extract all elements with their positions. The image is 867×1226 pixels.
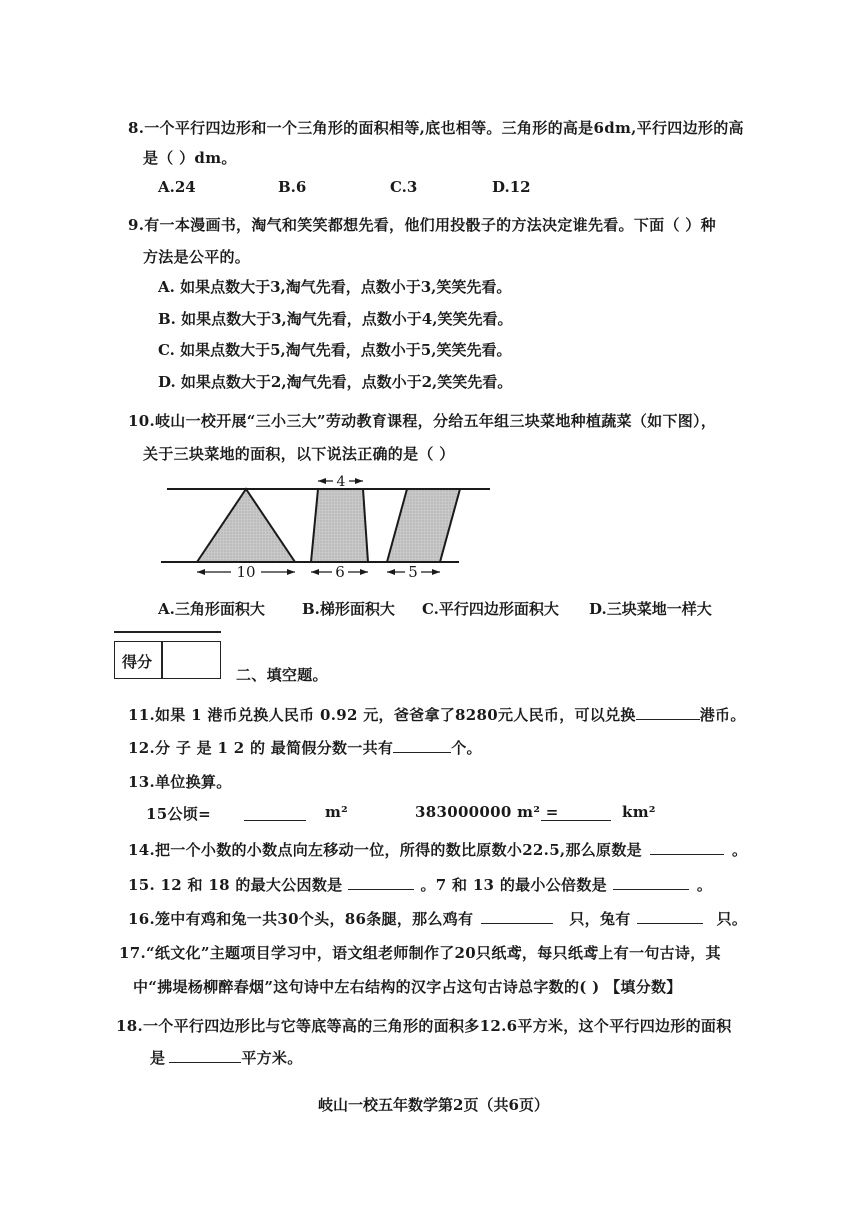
score-box — [114, 631, 221, 679]
q14-answer-blank[interactable] — [650, 840, 724, 855]
section2-title: 二、填空题。 — [236, 666, 328, 684]
q11-suffix: 港币。 — [699, 706, 746, 724]
q10-option-d: D.三块菜地一样大 — [589, 600, 712, 618]
q18-line1: 18.一个平行四边形比与它等底等高的三角形的面积多12.6平方米，这个平行四边形的面积 — [116, 1017, 732, 1035]
trapezoid-bottom-arrow-right — [360, 569, 368, 575]
trapezoid-top-arrow-right — [355, 478, 363, 484]
q10-option-c: C.平行四边形面积大 — [422, 600, 559, 618]
q13-a-unit: m² — [325, 803, 349, 821]
q18-answer-blank[interactable] — [169, 1048, 241, 1063]
trapezoid-bottom-label: 6 — [335, 563, 345, 581]
q17-line2: 中“拂堤杨柳醉春烟”这句诗中左右结构的汉字占这句古诗总字数的( ) 【填分数】 — [133, 978, 682, 996]
q8-line1: 8.一个平行四边形和一个三角形的面积相等,底也相等。三角形的高是6dm,平行四边形的高 — [128, 119, 744, 137]
triangle-plot — [197, 489, 295, 562]
q15-text-a: 15. 12 和 18 的最大公因数是 — [128, 876, 343, 894]
q15-lcm-answer-blank[interactable] — [613, 875, 689, 890]
q16-line — [128, 908, 747, 929]
q16-rabbit-answer-blank[interactable] — [637, 909, 703, 924]
parallelogram-base-arrow-right — [432, 569, 440, 575]
q11-text: 11.如果 1 港币兑换人民币 0.92 元，爸爸拿了8280元人民币，可以兑换 — [128, 706, 636, 724]
q12-answer-blank[interactable] — [393, 738, 451, 753]
q8-option-a: A.24 — [158, 178, 196, 196]
q15-text-b: 。7 和 13 的最小公倍数是 — [420, 876, 607, 894]
q12-line — [128, 737, 482, 758]
triangle-base-arrow-left — [197, 569, 205, 575]
q8-option-c: C.3 — [390, 178, 418, 196]
q18-line2 — [150, 1047, 303, 1068]
q16-chicken-answer-blank[interactable] — [481, 909, 553, 924]
q14-line — [128, 839, 747, 860]
q13-b-label: 383000000 m² = — [415, 803, 559, 821]
parallelogram-base-label: 5 — [408, 563, 418, 581]
q10-option-a: A.三角形面积大 — [158, 600, 265, 618]
q13-b-unit: km² — [622, 803, 656, 821]
q9-line1: 9.有一本漫画书，淘气和笑笑都想先看，他们用投骰子的方法决定谁先看。下面（ ）种 — [128, 216, 716, 234]
q9-line2: 方法是公平的。 — [143, 248, 251, 266]
q10-line1: 10.岐山一校开展“三小三大”劳动教育课程，分给五年组三块菜地种植蔬菜（如下图）， — [128, 412, 717, 430]
q15-suffix: 。 — [696, 876, 713, 894]
q10-line2: 关于三块菜地的面积，以下说法正确的是（ ） — [143, 445, 455, 463]
q9-option-a: A. 如果点数大于3,淘气先看，点数小于3,笑笑先看。 — [158, 278, 512, 296]
q8-option-d: D.12 — [492, 178, 531, 196]
q16-text-b: 只，兔有 — [569, 910, 631, 928]
triangle-base-label: 10 — [236, 563, 256, 581]
score-label: 得分 — [122, 653, 153, 671]
trapezoid-top-label: 4 — [336, 474, 346, 490]
q13-a-label: 15公顷= — [146, 805, 211, 823]
q13-a-answer-blank[interactable] — [244, 806, 306, 821]
parallelogram-plot — [387, 489, 460, 562]
page-footer: 岐山一校五年数学第2页（共6页） — [318, 1096, 549, 1114]
q15-gcd-answer-blank[interactable] — [348, 875, 414, 890]
trapezoid-plot — [311, 489, 368, 562]
q15-line — [128, 874, 712, 895]
q10-option-b: B.梯形面积大 — [302, 600, 395, 618]
q14-suffix: 。 — [731, 841, 748, 859]
q9-option-c: C. 如果点数大于5,淘气先看，点数小于5,笑笑先看。 — [158, 341, 512, 359]
q13-b-answer-blank[interactable] — [541, 806, 611, 821]
q17-line1: 17.“纸文化”主题项目学习中，语文组老师制作了20只纸鸢，每只纸鸢上有一句古诗，其 — [119, 944, 721, 962]
score-box-inner — [114, 641, 221, 679]
triangle-base-arrow-right — [287, 569, 295, 575]
q9-option-b: B. 如果点数大于3,淘气先看，点数小于4,笑笑先看。 — [158, 310, 513, 328]
score-box-divider — [161, 642, 163, 678]
q11-answer-blank[interactable] — [636, 705, 700, 720]
q18-suffix: 平方米。 — [241, 1049, 303, 1067]
q14-text: 14.把一个小数的小数点向左移动一位，所得的数比原数小22.5,那么原数是 — [128, 841, 642, 859]
q16-text-a: 16.笼中有鸡和兔一共30个头，86条腿，那么鸡有 — [128, 910, 474, 928]
trapezoid-top-arrow-left — [318, 478, 326, 484]
q9-option-d: D. 如果点数大于2,淘气先看，点数小于2,笑笑先看。 — [158, 373, 513, 391]
q18-text: 是 — [150, 1049, 166, 1067]
q11-line — [128, 704, 746, 725]
q12-suffix: 个。 — [451, 739, 482, 757]
parallelogram-base-arrow-left — [387, 569, 395, 575]
q12-text: 12.分 子 是 1 2 的 最简假分数一共有 — [128, 739, 394, 757]
q16-suffix: 只。 — [716, 910, 748, 928]
q13-title: 13.单位换算。 — [128, 773, 232, 791]
garden-plots-diagram — [155, 472, 495, 584]
q8-option-b: B.6 — [278, 178, 307, 196]
q8-line2: 是（ ）dm。 — [143, 149, 237, 167]
trapezoid-bottom-arrow-left — [311, 569, 319, 575]
